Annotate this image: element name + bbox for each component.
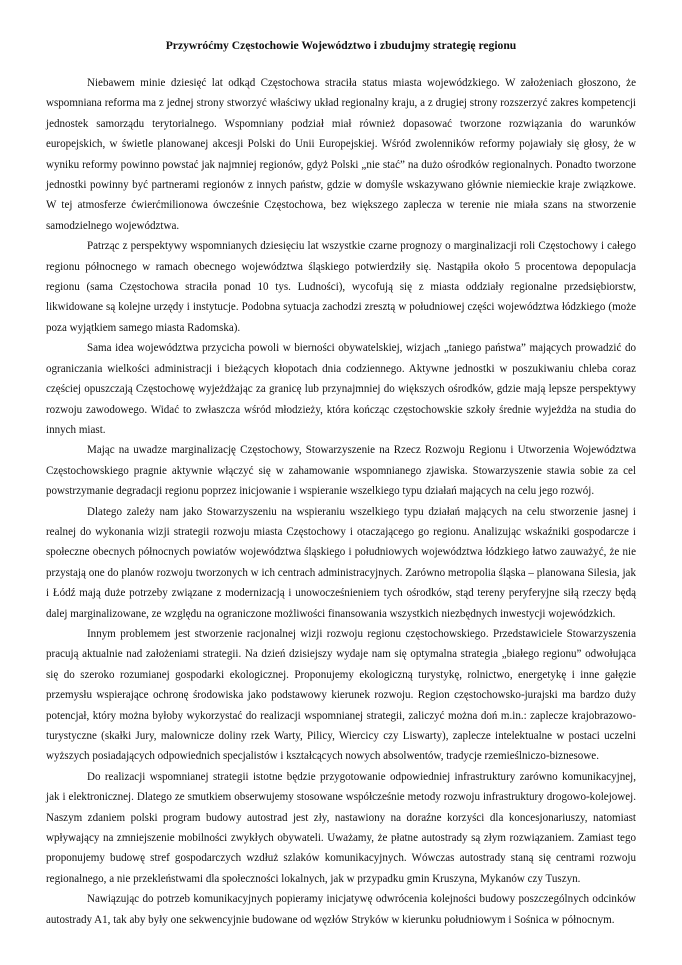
- paragraph: Innym problemem jest stworzenie racjonalnej wizji rozwoju regionu częstochowskiego. Przedstawiciele Stowarzyszenia pracują aktualnie nad założeniami strategii. Na dzień dzisiejszy wydaje nam się optymalna strategia „białego regionu” odwołująca się do szeroko rozumianej gospodarki ekologicznej. Proponujemy ekologiczną turystykę, rolnictwo, energetykę i inne gałęzie przemysłu wspierające ochronę środowiska jako podstawowy kierunek rozwoju. Region częstochowsko-jurajski ma bardzo duży potencjał, który można byłoby wykorzystać do realizacji wspomnianej strategii, zaliczyć można doń m.in.: zaplecze krajobrazowo-turystyczne (skałki Jury, malownicze doliny rzek Warty, Pilicy, Wiercicy czy Liswarty), zaplecze intelektualne w postaci uczelni wyższych posiadających odpowiednich specjalistów i kształcących nowych absolwentów, tradycje rzemieślniczo-biznesowe.: [46, 627, 636, 763]
- paragraph: Dlatego zależy nam jako Stowarzyszeniu na wspieraniu wszelkiego typu działań mających na celu stworzenie jasnej i realnej do wykonania wizji strategii rozwoju miasta Częstochowy i otaczającego go regionu. Analizując wskaźniki gospodarcze i społeczne obecnych północnych powiatów województwa śląskiego i południowych województwa łódzkiego łatwo zauważyć, że nie przystają one do planów rozwoju tworzonych w ich centrach administracyjnych. Zarówno metropolia śląska – planowana Silesia, jak i Łódź mają duże potrzeby związane z modernizacją i unowocześnieniem tych ośrodków, stąd tereny peryferyjne siłą rzeczy będą dalej marginalizowane, ze względu na ograniczone możliwości finansowania wszystkich niezbędnych inwestycji wojewódzkich.: [46, 505, 636, 620]
- paragraph: Sama idea województwa przycicha powoli w bierności obywatelskiej, wizjach „taniego państwa” mających prowadzić do ograniczania wielkości administracji i bieżących kłopotach dnia codziennego. Aktywne jednostki w poszukiwaniu chleba coraz częściej opuszczają Częstochowę wyjeżdżając za granicę lub przynajmniej do większych ośrodków, gdzie mają lepsze perspektywy rozwoju zawodowego. Widać to zwłaszcza wśród młodzieży, która kończąc częstochowskie szkoły średnie wyjeżdża na studia do innych miast.: [46, 342, 636, 436]
- paragraph: Mając na uwadze marginalizację Częstochowy, Stowarzyszenie na Rzecz Rozwoju Regionu i Utworzenia Województwa Częstochowskiego pragnie aktywnie włączyć się w zahamowanie wspomnianego zjawiska. Stowarzyszenie stawia sobie za cel powstrzymanie degradacji regionu poprzez inicjowanie i wspieranie wszelkiego typu działań mających na celu jego rozwój.: [46, 444, 636, 498]
- paragraph: Do realizacji wspomnianej strategii istotne będzie przygotowanie odpowiedniej infrastruktury zarówno komunikacyjnej, jak i elektronicznej. Dlatego ze smutkiem obserwujemy stosowane współcześnie metody rozwoju infrastruktury drogowo-kolejowej. Naszym zdaniem polski program budowy autostrad jest zły, nastawiony na doraźne korzyści dla koncesjonariuszy, natomiast wpływający na zmniejszenie mobilności zwykłych obywateli. Uważamy, że płatne autostrady są złym rozwiązaniem. Zamiast tego proponujemy budowę stref gospodarczych wzdłuż szlaków komunikacyjnych. Wówczas autostrady staną się centrami rozwoju regionalnego, a nie przekleństwami dla społeczności lokalnych, jak w przypadku gmin Kruszyna, Mykanów czy Tuszyn.: [46, 770, 636, 885]
- paragraph: Niebawem minie dziesięć lat odkąd Częstochowa straciła status miasta wojewódzkiego. W założeniach głoszono, że wspomniana reforma ma z jednej strony stworzyć właściwy układ regionalny kraju, a z drugiej strony rozszerzyć zakres kompetencji jednostek samorządu terytorialnego. Wspomniany podział miał również dopasować tworzone rozwiązania do warunków europejskich, w świetle planowanej akcesji Polski do Unii Europejskiej. Wśród zwolenników reformy pojawiały się głosy, że w wyniku reformy powinno powstać jak najmniej regionów, gdyż Polski „nie stać” na dużo ośrodków regionalnych. Ponadto tworzone jednostki powinny być partnerami regionów z innych państw, gdzie w domyśle wskazywano głównie niemieckie kraje związkowe. W tej atmosferze ćwierćmilionowa ówcześnie Częstochowa, bez większego zaplecza w terenie nie miała szans na stworzenie samodzielnego województwa.: [46, 77, 636, 232]
- paragraph: Patrząc z perspektywy wspomnianych dziesięciu lat wszystkie czarne prognozy o marginalizacji roli Częstochowy i całego regionu północnego w ramach obecnego województwa śląskiego potwierdziły się. Nastąpiła około 5 procentowa depopulacja regionu (sama Częstochowa straciła ponad 10 tys. Ludności), wycofują się z miasta oddziały regionalne przedsiębiorstw, likwidowane są kolejne urzędy i instytucje. Podobna sytuacja zachodzi zresztą w południowej części województwa łódzkiego (może poza wyjątkiem samego miasta Radomska).: [46, 240, 636, 334]
- document-title: Przywróćmy Częstochowie Województwo i zbudujmy strategię regionu: [165, 39, 517, 52]
- paragraph: Nawiązując do potrzeb komunikacyjnych popieramy inicjatywę odwrócenia kolejności budowy poszczególnych odcinków autostrady A1, tak aby były one sekwencyjnie budowane od węzłów Stryków w kierunku południowym i Sośnica w północnym.: [46, 893, 636, 926]
